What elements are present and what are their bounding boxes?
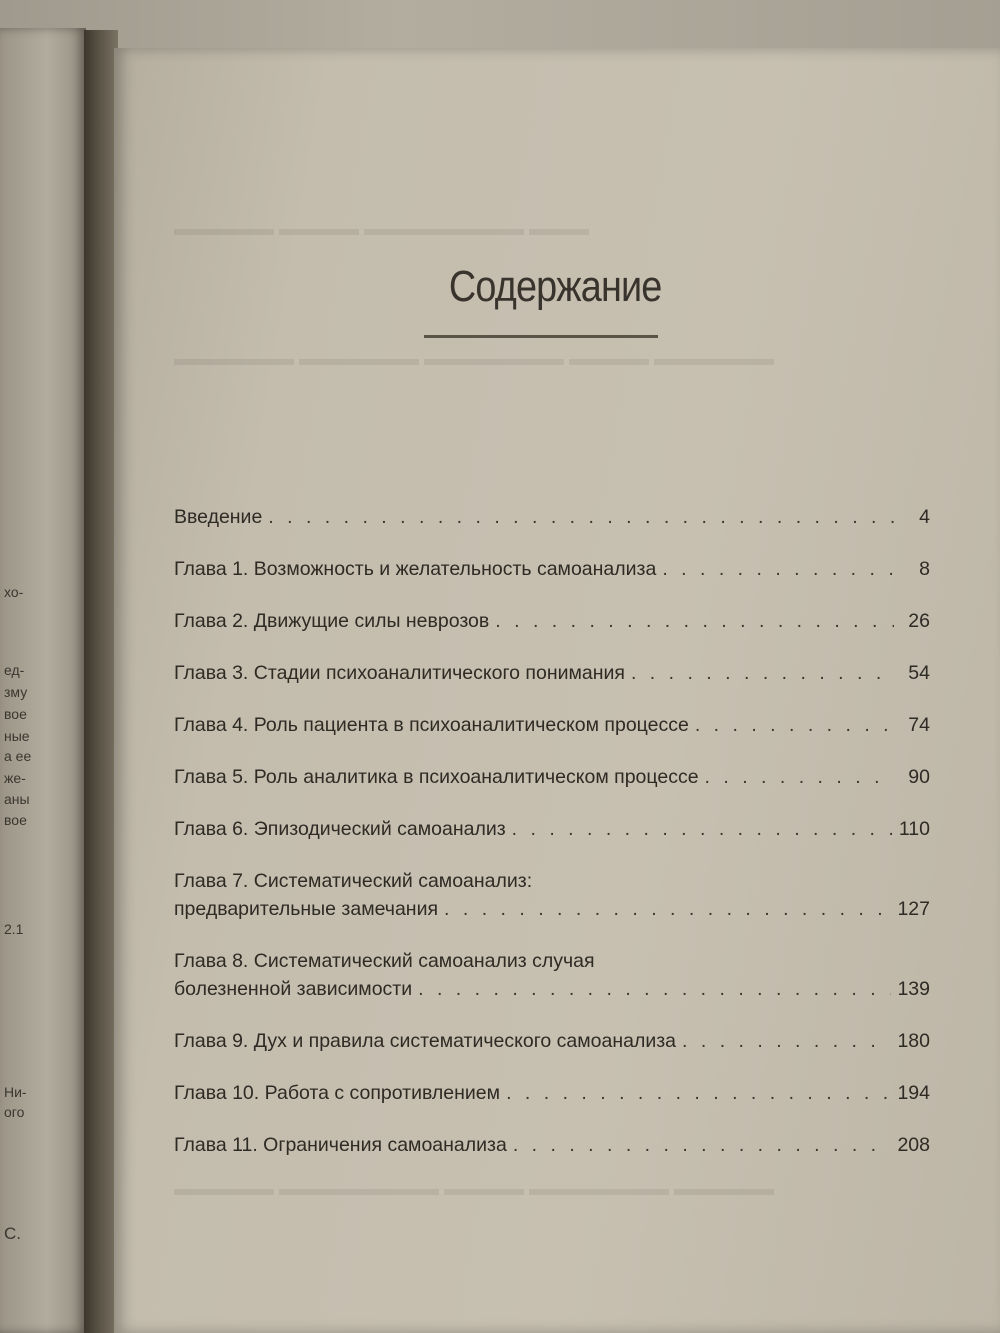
bleed-through-texture: ▬▬▬▬▬▬ ▬▬▬▬▬▬ ▬▬▬▬▬▬▬ ▬▬▬▬ ▬▬▬▬▬▬ bbox=[174, 348, 774, 370]
dot-leader bbox=[512, 815, 893, 843]
toc-page-number: 139 bbox=[897, 978, 930, 1000]
dot-leader bbox=[418, 975, 891, 1003]
left-page-fragment: ого bbox=[4, 1104, 25, 1120]
left-page-fragment: хо- bbox=[4, 584, 24, 600]
toc-entry bbox=[174, 711, 930, 739]
left-page-fragment: вое bbox=[4, 812, 27, 828]
dot-leader bbox=[513, 1131, 892, 1159]
dot-leader bbox=[444, 895, 891, 923]
toc-page-number: 74 bbox=[908, 714, 930, 736]
toc-page-number: 8 bbox=[919, 558, 930, 580]
toc-entry-title: Глава 10. Работа с сопротивлением bbox=[174, 1082, 501, 1104]
dot-leader bbox=[631, 659, 894, 687]
left-page-fragment: 2.1 bbox=[4, 921, 24, 937]
left-page bbox=[0, 28, 86, 1333]
toc-entry-title-line2: предварительные замечания bbox=[174, 898, 439, 920]
page-title: Содержание bbox=[448, 262, 662, 311]
left-page-fragment: аны bbox=[4, 791, 30, 807]
toc-entry bbox=[174, 659, 930, 687]
title-underline bbox=[424, 335, 658, 338]
toc-entry-title: Глава 11. Ограничения самоанализа bbox=[174, 1134, 507, 1156]
toc-page-number: 127 bbox=[897, 898, 930, 920]
toc-page-number: 194 bbox=[897, 1082, 930, 1104]
left-page-fragment: С. bbox=[4, 1224, 21, 1243]
left-page-fragment: же- bbox=[4, 770, 26, 786]
dot-leader bbox=[705, 763, 894, 791]
left-page-fragment: вое bbox=[4, 706, 27, 722]
toc-entry bbox=[174, 867, 930, 923]
toc-page-number: 26 bbox=[908, 610, 930, 632]
dot-leader bbox=[662, 555, 894, 583]
toc-entry-title-line2: болезненной зависимости bbox=[174, 978, 413, 1000]
toc-page-number: 4 bbox=[919, 506, 930, 528]
toc-entry bbox=[174, 607, 930, 635]
toc-entry bbox=[174, 947, 930, 1003]
book-spine-shadow bbox=[84, 30, 118, 1333]
toc-page-number: 90 bbox=[908, 766, 930, 788]
toc-entry-title: Глава 2. Движущие силы неврозов bbox=[174, 610, 490, 632]
toc-entry-title: Глава 9. Дух и правила систематического самоанализа bbox=[174, 1030, 677, 1052]
toc-entry bbox=[174, 815, 930, 843]
contents-page bbox=[114, 48, 1000, 1333]
toc-entry bbox=[174, 1131, 930, 1159]
toc-entry bbox=[174, 1027, 930, 1055]
dot-leader bbox=[495, 607, 894, 635]
dot-leader bbox=[682, 1027, 891, 1055]
toc-entry bbox=[174, 555, 930, 583]
toc-entry bbox=[174, 503, 930, 531]
dot-leader bbox=[506, 1079, 891, 1107]
dot-leader bbox=[268, 503, 894, 531]
left-page-fragment: ные bbox=[4, 728, 30, 744]
left-page-fragment: а ее bbox=[4, 748, 32, 764]
left-page-fragment: Ни- bbox=[4, 1084, 27, 1100]
dot-leader bbox=[695, 711, 894, 739]
toc-entry bbox=[174, 763, 930, 791]
bleed-through-texture: ▬▬▬▬▬ ▬▬▬▬▬▬▬▬ ▬▬▬▬ ▬▬▬▬▬▬▬ ▬▬▬▬▬ bbox=[174, 1178, 774, 1200]
toc-entry-title: Глава 1. Возможность и желательность самоанализа bbox=[174, 558, 657, 580]
toc-page-number: 180 bbox=[897, 1030, 930, 1052]
toc-entry-title-line1: Глава 7. Систематический самоанализ: bbox=[174, 870, 533, 892]
toc-entry-title: Глава 5. Роль аналитика в психоаналитическом процессе bbox=[174, 766, 699, 788]
left-page-fragment: зму bbox=[4, 684, 28, 700]
toc-entry-title: Глава 3. Стадии психоаналитического понимания bbox=[174, 662, 625, 684]
left-page-fragment: ед- bbox=[4, 662, 25, 678]
toc-page-number: 208 bbox=[897, 1134, 930, 1156]
toc-entry bbox=[174, 1079, 930, 1107]
bleed-through-texture: ▬▬▬▬▬ ▬▬▬▬ ▬▬▬▬▬▬▬▬ ▬▬▬ bbox=[174, 218, 589, 240]
toc-entry-title: Введение bbox=[174, 506, 263, 528]
toc-entry-title-line1: Глава 8. Систематический самоанализ случая bbox=[174, 950, 595, 972]
toc-page-number: 110 bbox=[898, 818, 930, 840]
toc-page-number: 54 bbox=[908, 662, 930, 684]
toc-entry-title: Глава 4. Роль пациента в психоаналитическом процессе bbox=[174, 714, 689, 736]
toc-entry-title: Глава 6. Эпизодический самоанализ bbox=[174, 818, 506, 840]
